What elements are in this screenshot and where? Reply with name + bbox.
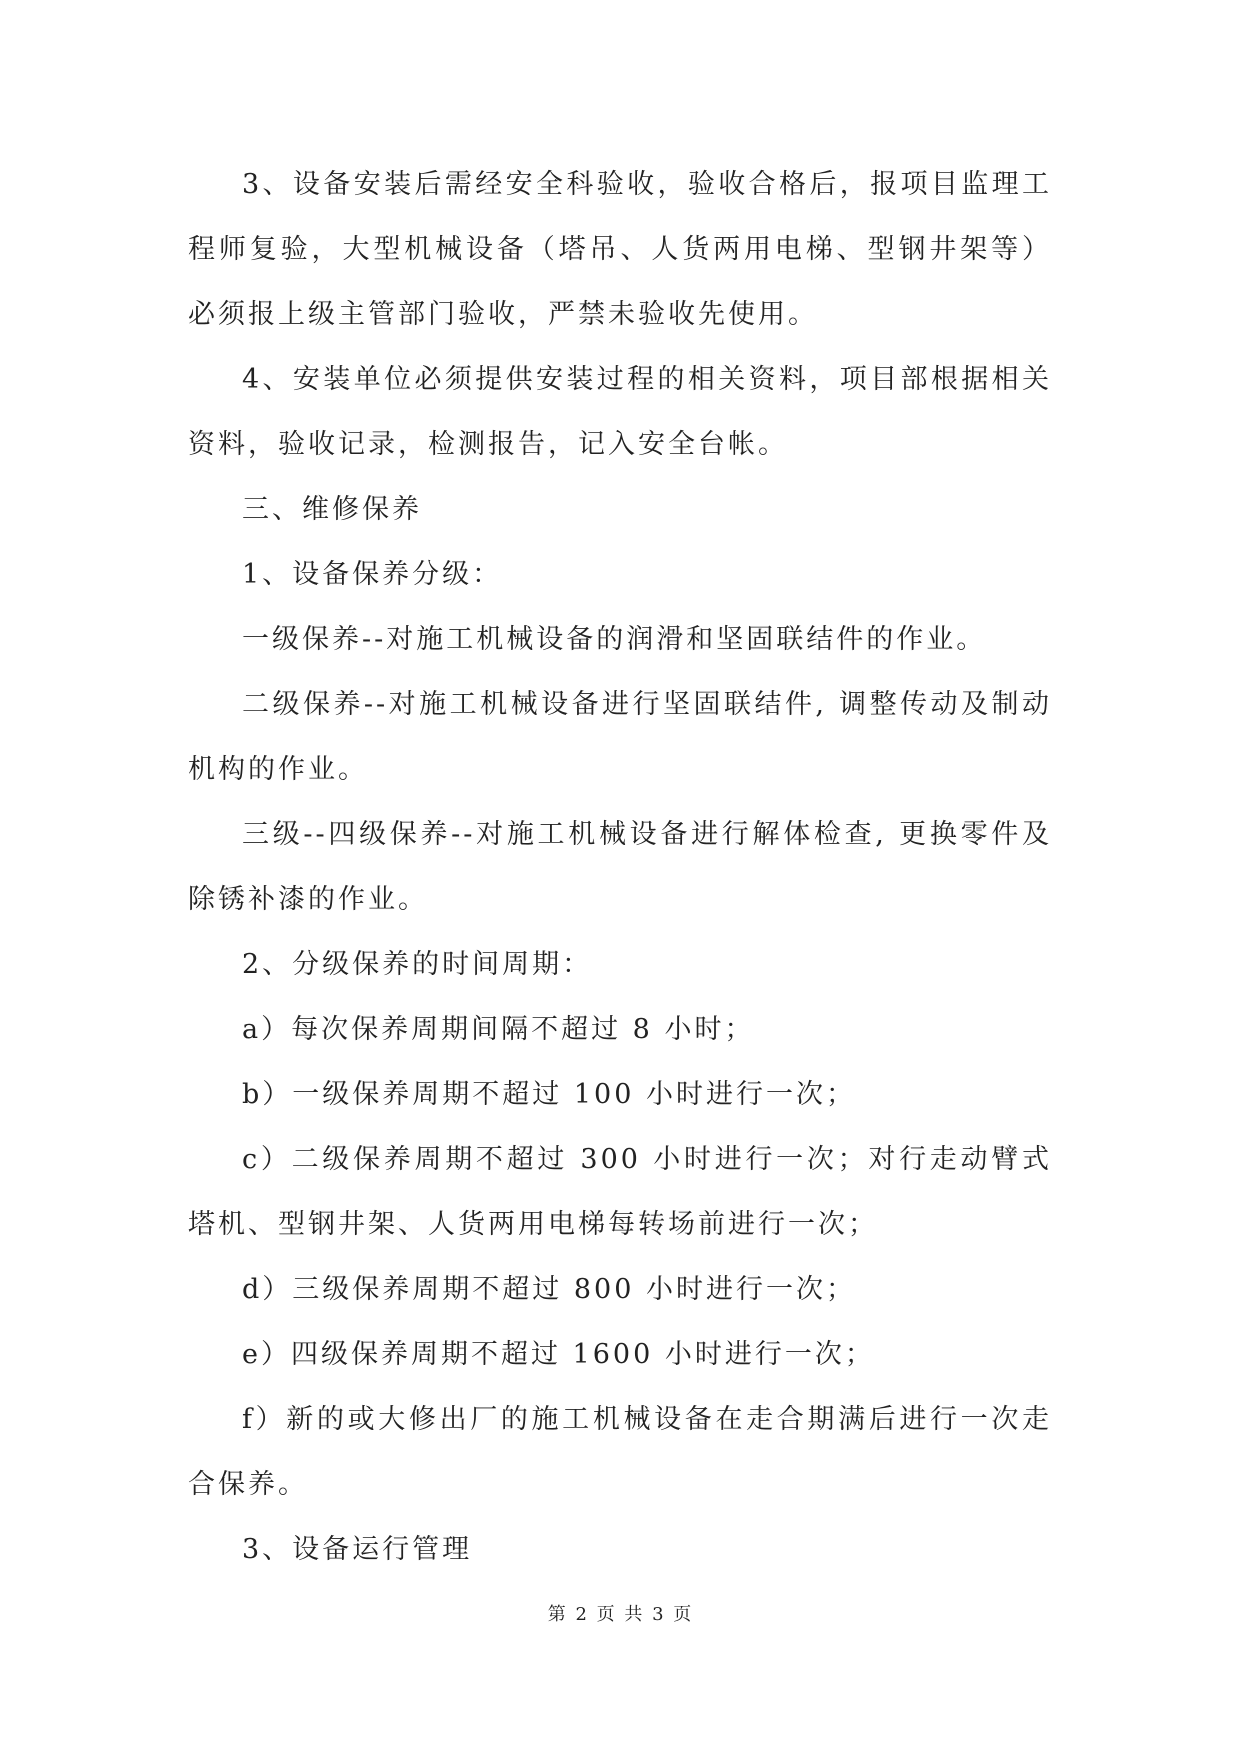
list-item-e: e）四级保养周期不超过 1600 小时进行一次；	[242, 1339, 875, 1370]
paragraph-level-2: 二级保养--对施工机械设备进行坚固联结件, 调整传动及制动机构的作业。	[188, 689, 1052, 785]
body-text	[188, 152, 1052, 1582]
paragraph-acceptance-inspection: 3、设备安装后需经安全科验收，验收合格后，报项目监理工程师复验，大型机械设备（塔吊、人货两用电梯、型钢井架等）必须报上级主管部门验收，严禁未验收先使用。	[188, 169, 1052, 330]
paragraph-maintenance-periods: 2、分级保养的时间周期：	[242, 949, 593, 980]
paragraph-level-1: 一级保养--对施工机械设备的润滑和坚固联结件的作业。	[242, 624, 987, 655]
list-item-f: f）新的或大修出厂的施工机械设备在走合期满后进行一次走合保养。	[188, 1404, 1052, 1500]
list-item-c: c）二级保养周期不超过 300 小时进行一次；对行走动臂式塔机、型钢井架、人货两用电梯每转场前进行一次；	[188, 1144, 1052, 1240]
paragraph-maintenance-levels: 1、设备保养分级：	[242, 559, 503, 590]
paragraph-equipment-operation: 3、设备运行管理	[242, 1534, 473, 1565]
paragraph-level-3-4: 三级--四级保养--对施工机械设备进行解体检查, 更换零件及除锈补漆的作业。	[188, 819, 1052, 915]
list-item-b: b）一级保养周期不超过 100 小时进行一次；	[242, 1079, 856, 1110]
section-heading-maintenance: 三、维修保养	[242, 494, 422, 525]
paragraph-installation-records: 4、安装单位必须提供安装过程的相关资料，项目部根据相关资料，验收记录，检测报告，记入安全台帐。	[188, 364, 1052, 460]
list-item-a: a）每次保养周期间隔不超过 8 小时；	[242, 1014, 755, 1045]
list-item-d: d）三级保养周期不超过 800 小时进行一次；	[242, 1274, 856, 1305]
page-number-footer: 第 2 页 共 3 页	[547, 1604, 694, 1625]
